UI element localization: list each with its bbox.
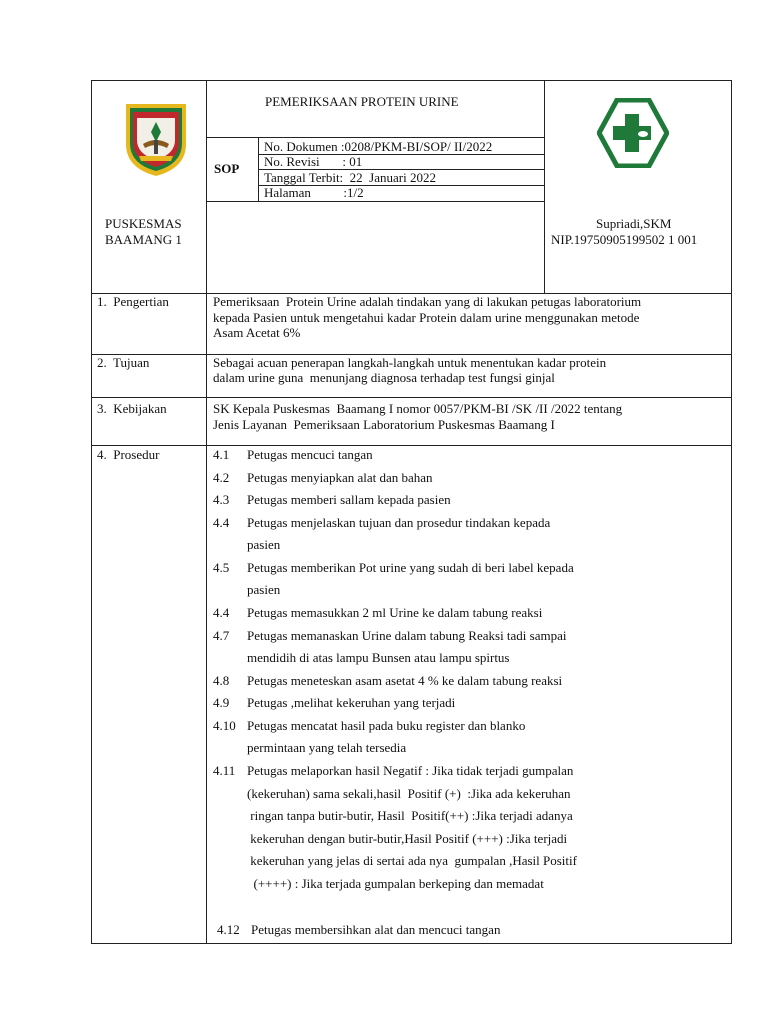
kebijakan-line: Jenis Layanan Pemeriksaan Laboratorium Puskesmas Baamang I: [213, 417, 555, 432]
no-dokumen: No. Dokumen :0208/PKM-BI/SOP/ II/2022: [264, 139, 493, 154]
pengertian-line: kepada Pasien untuk mengetahui kadar Protein dalam urine menggunakan metode: [213, 310, 640, 325]
section-prosedur-label: 4. Prosedur: [97, 447, 160, 462]
tujuan-line: Sebagai acuan penerapan langkah-langkah untuk menentukan kadar protein: [213, 355, 607, 370]
signer-name: Supriadi,SKM: [596, 216, 672, 231]
procedure-step-continuation: (kekeruhan) sama sekali,hasil Positif (+) :Jika ada kekeruhan: [247, 786, 571, 801]
no-revisi: No. Revisi : 01: [264, 154, 363, 169]
procedure-step: 4.4 Petugas menjelaskan tujuan dan prosedur tindakan kepada: [213, 515, 551, 530]
procedure-step: 4.11 Petugas melaporkan hasil Negatif : Jika tidak terjadi gumpalan: [213, 763, 574, 778]
procedure-step: 4.12 Petugas membersihkan alat dan mencuci tangan: [217, 922, 501, 937]
divider-kebijakan-bottom: [91, 445, 731, 446]
divider-tujuan-bottom: [91, 397, 731, 398]
procedure-step: 4.8 Petugas meneteskan asam asetat 4 % ke dalam tabung reaksi: [213, 673, 563, 688]
procedure-step: 4.4 Petugas memasukkan 2 ml Urine ke dalam tabung reaksi: [213, 605, 543, 620]
sop-document: [91, 80, 732, 944]
puskesmas-logo-icon: [597, 98, 669, 168]
halaman: Halaman :1/2: [264, 185, 364, 200]
section-tujuan-label: 2. Tujuan: [97, 355, 150, 370]
org-name-line1: PUSKESMAS: [105, 216, 182, 231]
divider-header-title: [206, 137, 545, 138]
signer-nip: NIP.19750905199502 1 001: [551, 232, 698, 247]
regency-coat-of-arms-icon: [121, 98, 191, 178]
procedure-step-continuation: mendidih di atas lampu Bunsen atau lampu spirtus: [247, 650, 510, 665]
procedure-step-continuation: permintaan yang telah tersedia: [247, 740, 407, 755]
pengertian-line: Pemeriksaan Protein Urine adalah tindakan yang di lakukan petugas laboratorium: [213, 294, 642, 309]
tanggal-terbit: Tanggal Terbit: 22 Januari 2022: [264, 170, 436, 185]
procedure-step-continuation: pasien: [247, 537, 281, 552]
divider-right-column: [544, 80, 545, 294]
procedure-step: 4.10 Petugas mencatat hasil pada buku register dan blanko: [213, 718, 526, 733]
procedure-step: 4.2 Petugas menyiapkan alat dan bahan: [213, 470, 433, 485]
procedure-step: 4.7 Petugas memanaskan Urine dalam tabung Reaksi tadi sampai: [213, 628, 567, 643]
procedure-step-continuation: kekeruhan dengan butir-butir,Hasil Positif (+++) :Jika terjadi: [247, 831, 568, 846]
tujuan-line: dalam urine guna menunjang diagnosa terhadap test fungsi ginjal: [213, 370, 555, 385]
divider-left-column: [206, 80, 207, 944]
procedure-step: 4.1 Petugas mencuci tangan: [213, 447, 373, 462]
section-kebijakan-label: 3. Kebijakan: [97, 401, 167, 416]
procedure-step: 4.5 Petugas memberikan Pot urine yang sudah di beri label kepada: [213, 560, 574, 575]
procedure-step-continuation: pasien: [247, 582, 281, 597]
procedure-step: 4.9 Petugas ,melihat kekeruhan yang terjadi: [213, 695, 456, 710]
procedure-step-continuation: (++++) : Jika terjada gumpalan berkeping dan memadat: [247, 876, 544, 891]
kebijakan-line: SK Kepala Puskesmas Baamang I nomor 0057/PKM-BI /SK /II /2022 tentang: [213, 401, 623, 416]
org-name-line2: BAAMANG 1: [105, 232, 182, 247]
procedure-step-continuation: kekeruhan yang jelas di sertai ada nya gumpalan ,Hasil Positif: [247, 853, 577, 868]
procedure-step-continuation: ringan tanpa butir-butir, Hasil Positif(++) :Jika terjadi adanya: [247, 808, 573, 823]
section-pengertian-label: 1. Pengertian: [97, 294, 169, 309]
divider-header-bottom: [206, 201, 545, 202]
page-title: PEMERIKSAAN PROTEIN URINE: [265, 94, 459, 109]
pengertian-line: Asam Acetat 6%: [213, 325, 301, 340]
procedure-step: 4.3 Petugas memberi sallam kepada pasien: [213, 492, 451, 507]
sop-label: SOP: [214, 161, 240, 176]
